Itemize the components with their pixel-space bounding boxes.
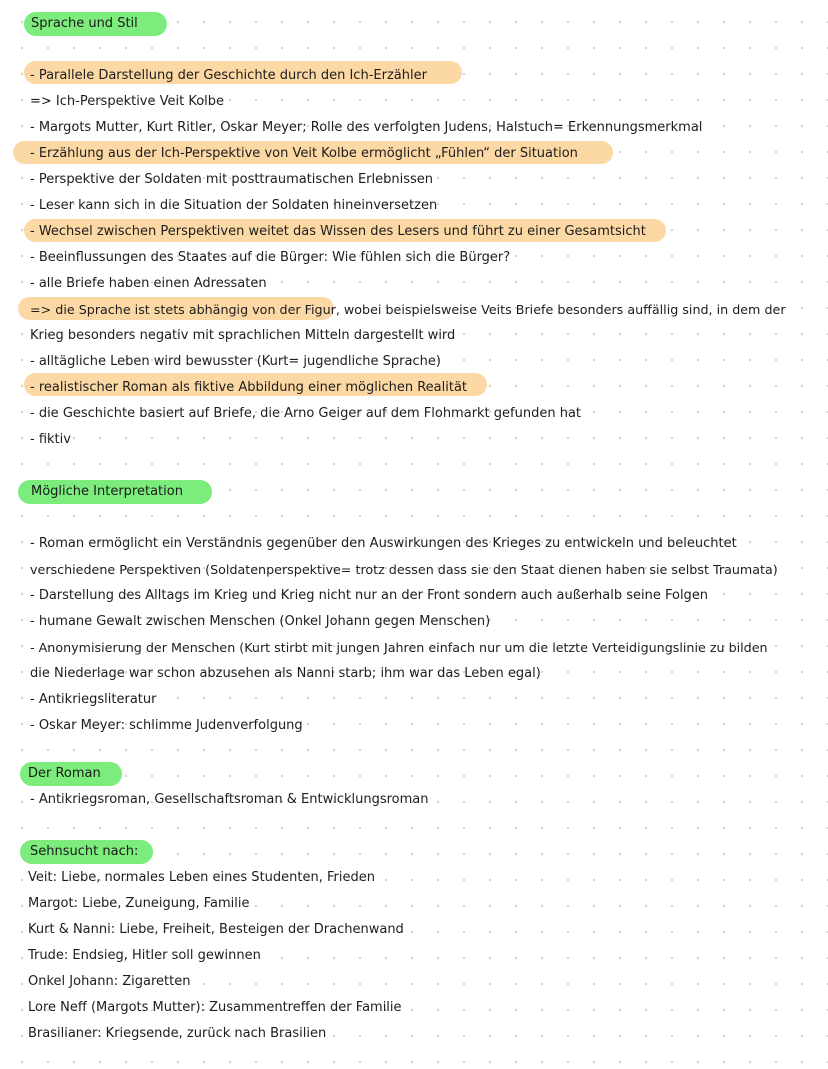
note-line: - Wechsel zwischen Perspektiven weitet das Wissen des Lesers und führt zu einer Gesamtsicht xyxy=(30,224,646,239)
note-line: - alle Briefe haben einen Adressaten xyxy=(30,276,267,291)
note-line: - Anonymisierung der Menschen (Kurt stirbt mit jungen Jahren einfach nur um die letzte Verteidigungslinie zu bilden xyxy=(30,640,768,655)
note-line: Veit: Liebe, normales Leben eines Studenten, Frieden xyxy=(28,870,375,885)
note-line: - Darstellung des Alltags im Krieg und Krieg nicht nur an der Front sondern auch außerhalb seine Folgen xyxy=(30,588,709,603)
note-line: - Oskar Meyer: schlimme Judenverfolgung xyxy=(30,718,303,733)
note-line: - Antikriegsliteratur xyxy=(30,692,157,707)
section-heading-longing: Sehnsucht nach: xyxy=(30,844,139,859)
note-line: - humane Gewalt zwischen Menschen (Onkel Johann gegen Menschen) xyxy=(30,614,491,629)
note-line: - Beeinflussungen des Staates auf die Bürger: Wie fühlen sich die Bürger? xyxy=(30,250,511,265)
section-heading-interpretation: Mögliche Interpretation xyxy=(31,484,183,499)
note-line: - Leser kann sich in die Situation der Soldaten hineinversetzen xyxy=(30,198,438,213)
section-heading-style: Sprache und Stil xyxy=(31,16,138,31)
note-line: Brasilianer: Kriegsende, zurück nach Brasilien xyxy=(28,1026,327,1041)
note-line: - Margots Mutter, Kurt Ritler, Oskar Meyer; Rolle des verfolgten Judens, Halstuch= Erkennungsmerkmal xyxy=(30,120,703,135)
note-line: Krieg besonders negativ mit sprachlichen Mitteln dargestellt wird xyxy=(30,328,456,343)
note-line: die Niederlage war schon abzusehen als Nanni starb; ihm war das Leben egal) xyxy=(30,666,541,681)
note-line: Kurt & Nanni: Liebe, Freiheit, Besteigen der Drachenwand xyxy=(28,922,404,937)
note-line: - Parallele Darstellung der Geschichte durch den Ich-Erzähler xyxy=(30,68,427,83)
note-line: => Ich-Perspektive Veit Kolbe xyxy=(30,94,225,109)
note-line: Margot: Liebe, Zuneigung, Familie xyxy=(28,896,250,911)
note-line: - alltägliche Leben wird bewusster (Kurt= jugendliche Sprache) xyxy=(30,354,441,369)
note-line: Lore Neff (Margots Mutter): Zusammentreffen der Familie xyxy=(28,1000,402,1015)
section-heading-novel: Der Roman xyxy=(28,766,101,781)
note-line: - die Geschichte basiert auf Briefe, die Arno Geiger auf dem Flohmarkt gefunden hat xyxy=(30,406,582,421)
note-line: - Roman ermöglicht ein Verständnis gegenüber den Auswirkungen des Krieges zu entwickeln und beleuchtet xyxy=(30,536,737,551)
note-line: verschiedene Perspektiven (Soldatenperspektive= trotz dessen dass sie den Staat dienen haben sie selbst Traumata) xyxy=(30,562,778,577)
note-line: - Erzählung aus der Ich-Perspektive von Veit Kolbe ermöglicht „Fühlen“ der Situation xyxy=(30,146,578,161)
note-line: - fiktiv xyxy=(30,432,71,447)
note-line: - realistischer Roman als fiktive Abbildung einer möglichen Realität xyxy=(30,380,468,395)
note-line: - Antikriegsroman, Gesellschaftsroman & Entwicklungsroman xyxy=(30,792,429,807)
note-line: - Perspektive der Soldaten mit posttraumatischen Erlebnissen xyxy=(30,172,434,187)
note-line: Onkel Johann: Zigaretten xyxy=(28,974,191,989)
note-line: => die Sprache ist stets abhängig von der Figur, wobei beispielsweise Veits Briefe besonders auffällig sind, in dem der xyxy=(30,302,786,317)
note-line: Trude: Endsieg, Hitler soll gewinnen xyxy=(28,948,261,963)
